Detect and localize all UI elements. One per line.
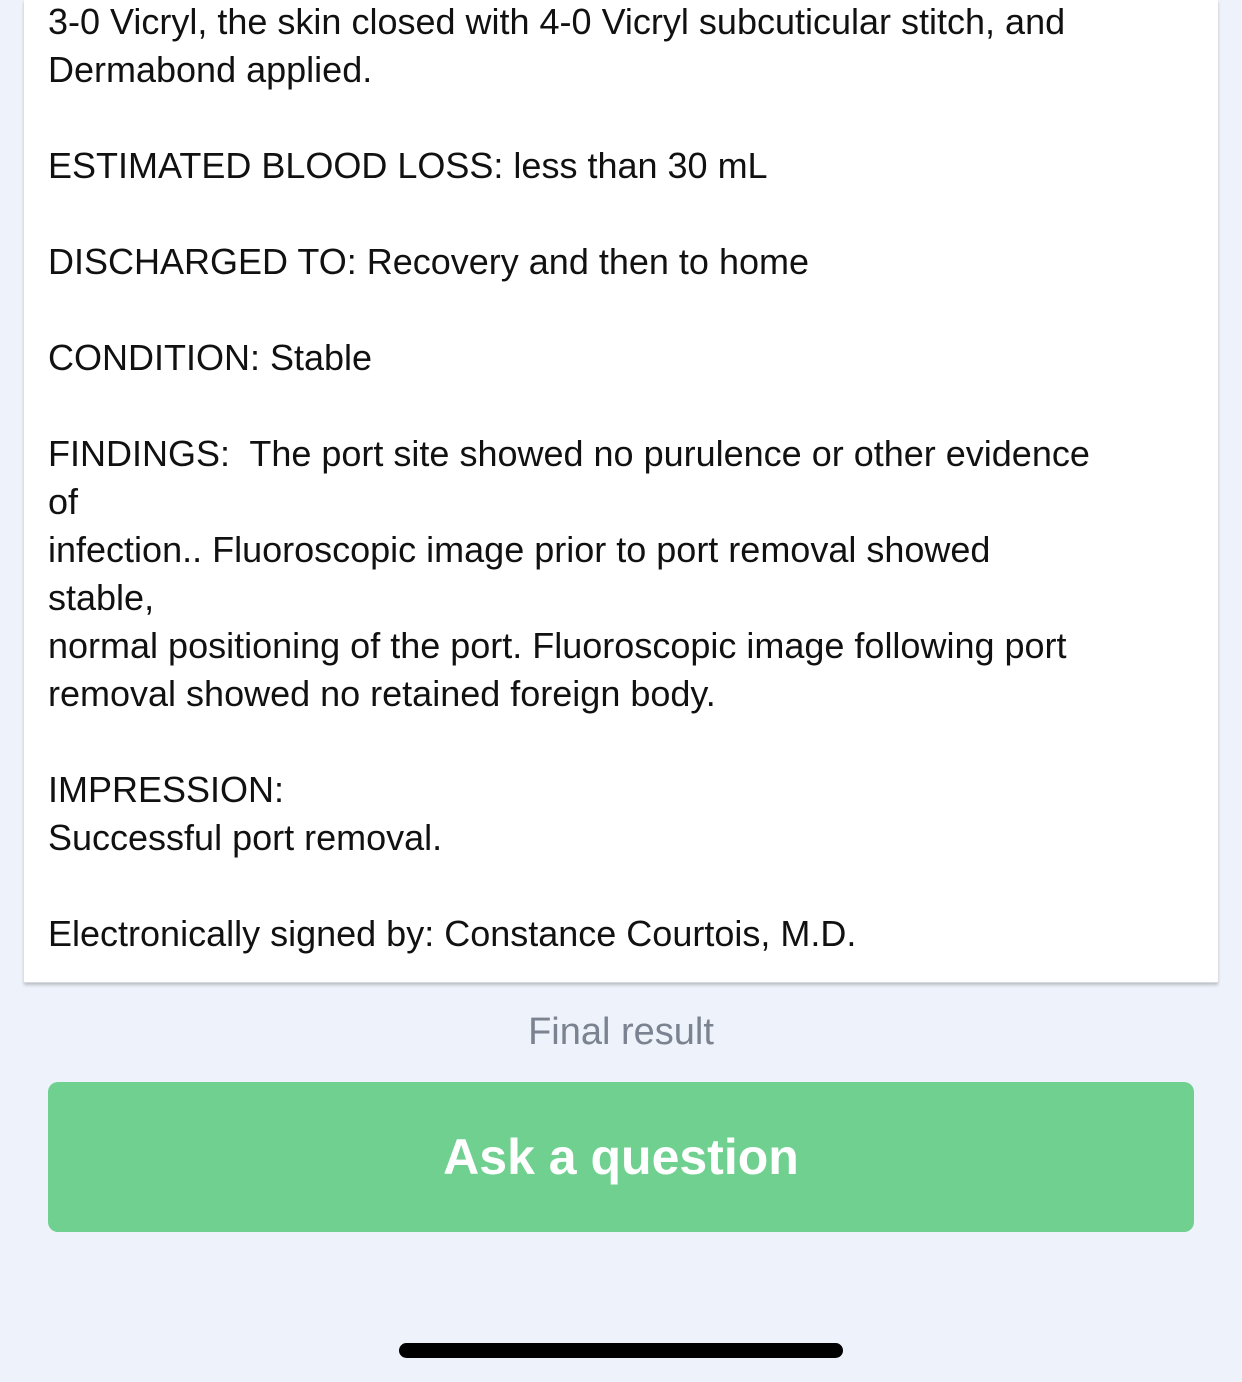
report-line: FINDINGS: The port site showed no purulence or other evidence [48,433,1090,474]
report-line: infection.. Fluoroscopic image prior to port removal showed [48,529,991,570]
report-line: normal positioning of the port. Fluoroscopic image following port [48,625,1067,666]
report-line: DISCHARGED TO: Recovery and then to home [48,241,809,282]
report-line: removal showed no retained foreign body. [48,673,716,714]
ask-a-question-button[interactable]: Ask a question [48,1082,1194,1232]
report-line [48,94,1198,142]
report-line: IMPRESSION: [48,769,285,810]
report-line: of [48,481,79,522]
report-line [48,190,1198,238]
report-line [48,862,1198,910]
report-line [48,286,1198,334]
home-indicator[interactable] [399,1343,843,1358]
report-text [48,0,1198,958]
report-line [48,718,1198,766]
report-card [24,0,1218,983]
report-line: ESTIMATED BLOOD LOSS: less than 30 mL [48,145,768,186]
report-line: CONDITION: Stable [48,337,373,378]
result-status-label: Final result [528,1011,714,1053]
report-line: Dermabond applied. [48,49,373,90]
report-line: Electronically signed by: Constance Courtois, M.D. [48,913,857,954]
report-line: 3-0 Vicryl, the skin closed with 4-0 Vicryl subcuticular stitch, and [48,1,1066,42]
report-line: Successful port removal. [48,817,443,858]
report-line [48,382,1198,430]
report-line: stable, [48,577,155,618]
